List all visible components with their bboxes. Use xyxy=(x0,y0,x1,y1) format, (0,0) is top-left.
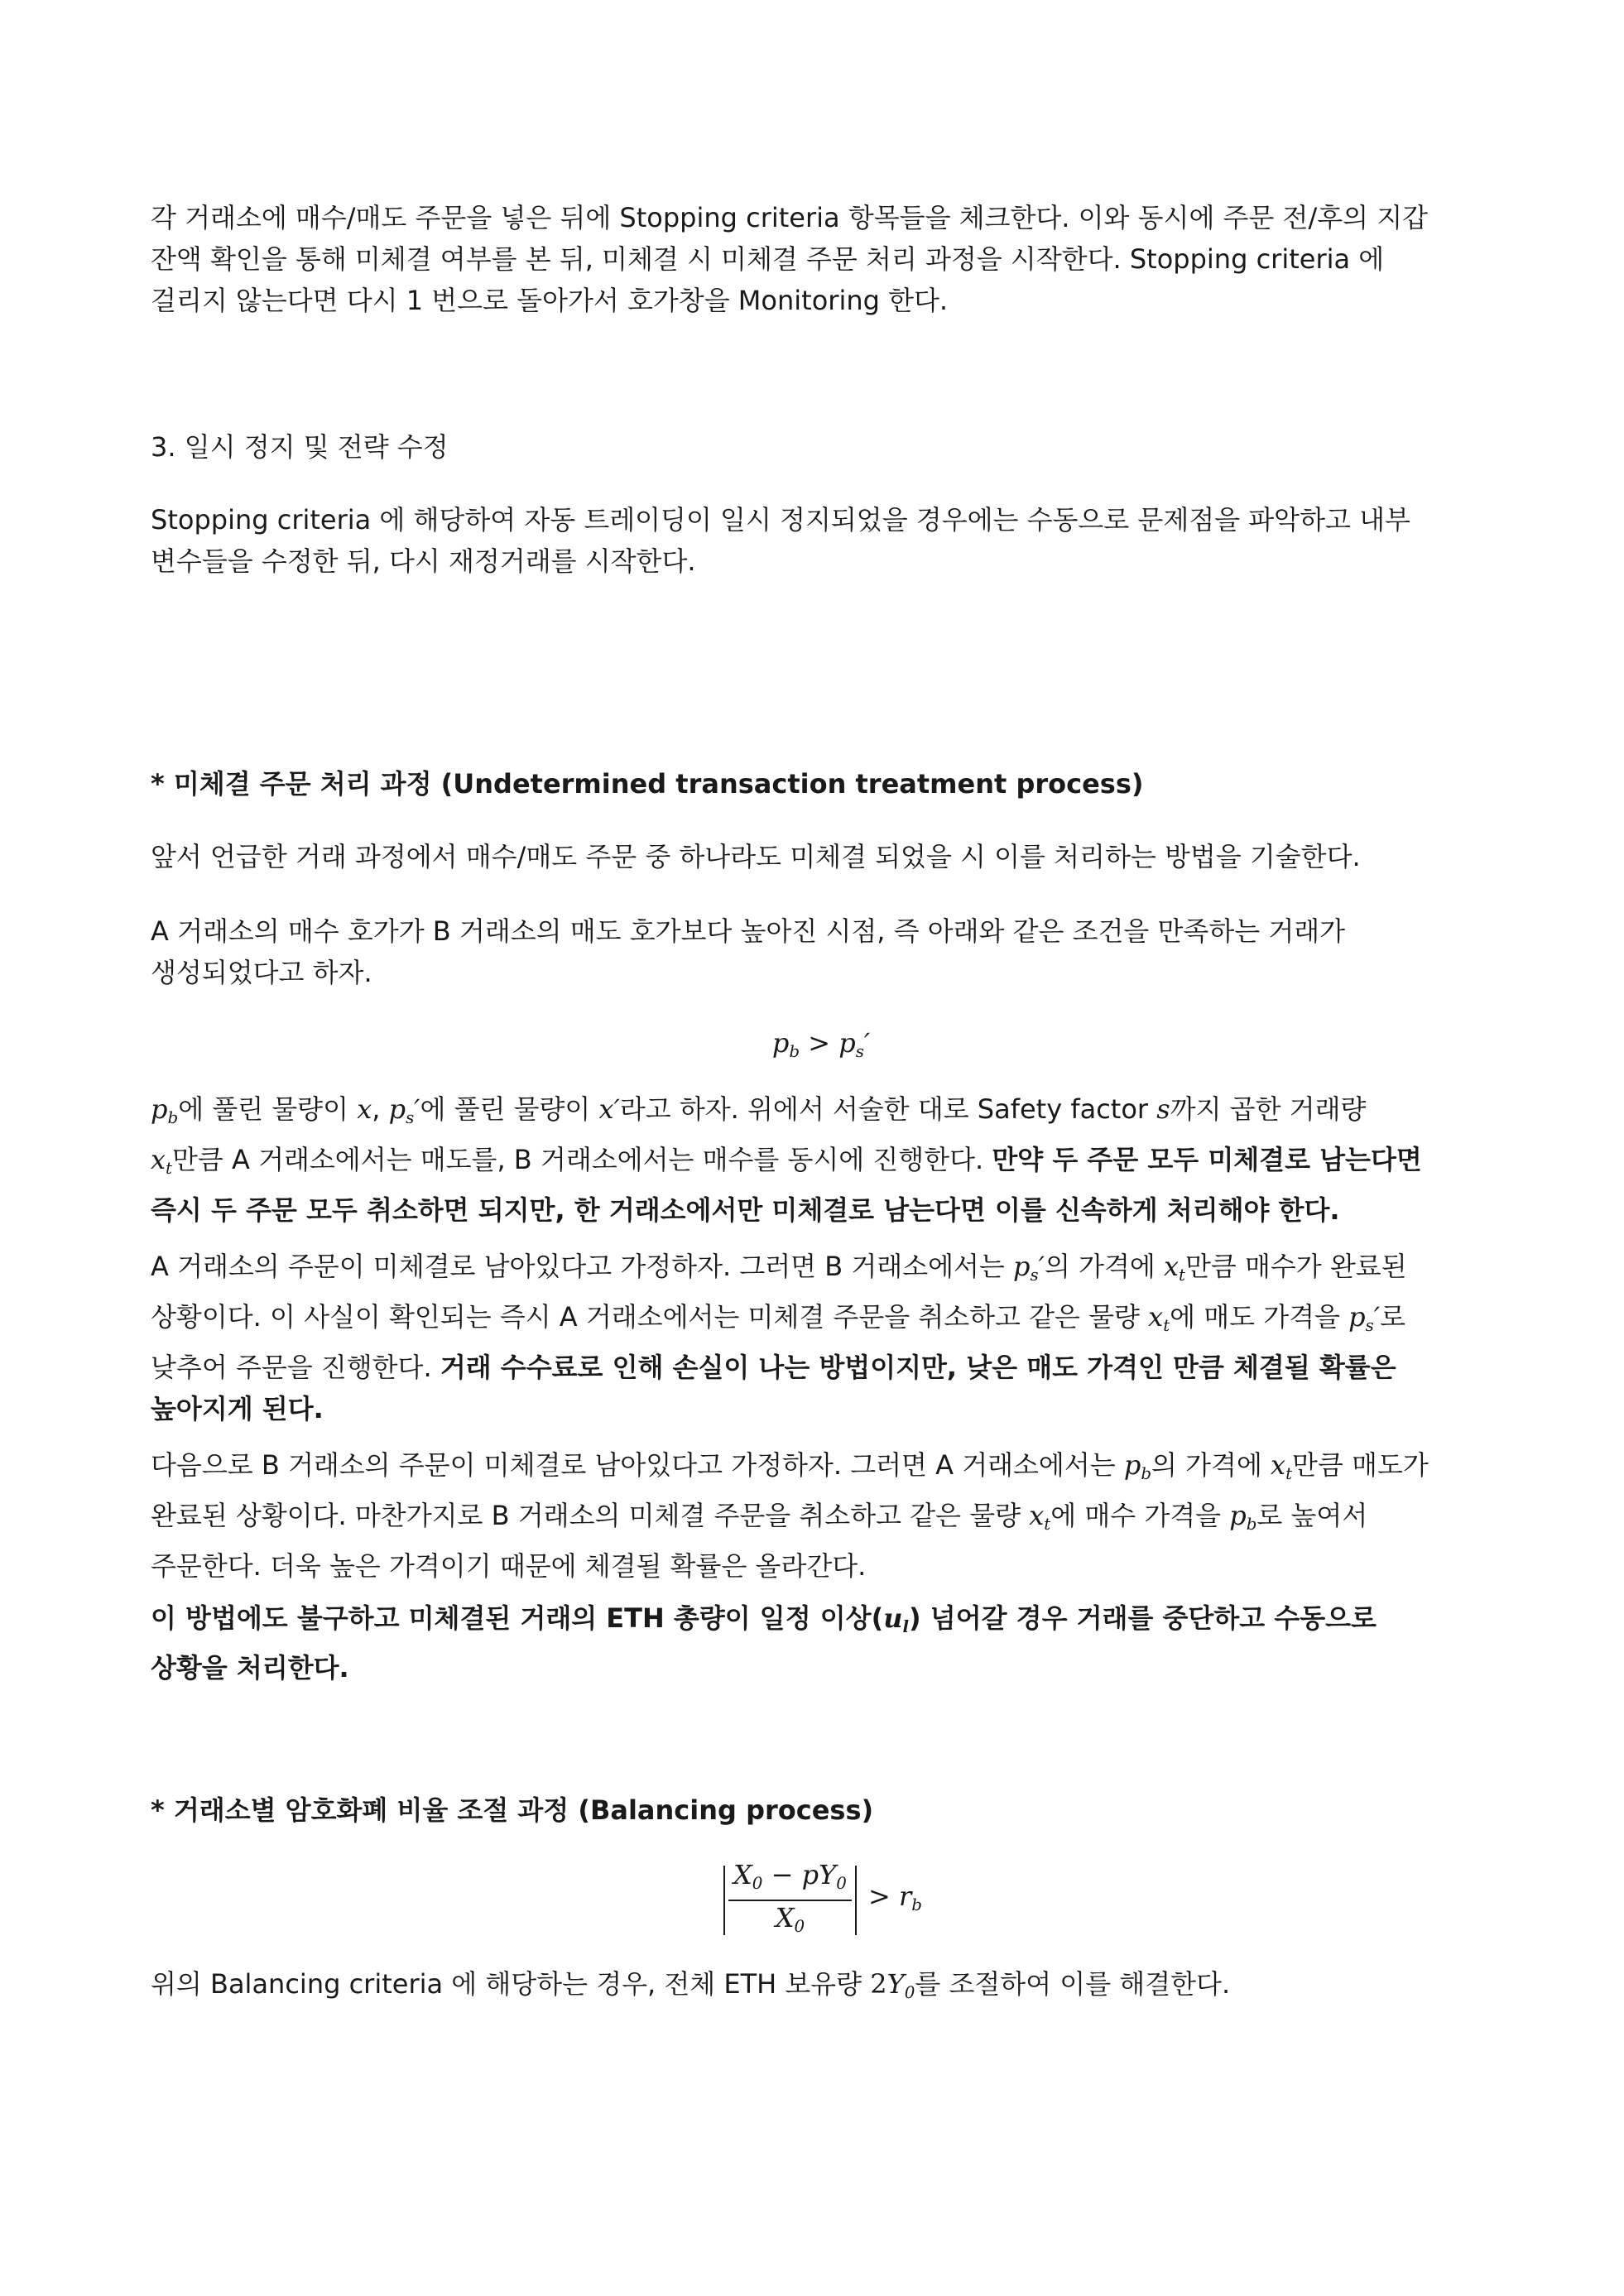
volume-paragraph xyxy=(151,1088,1492,1231)
condition-paragraph xyxy=(151,910,1492,993)
intro-paragraph xyxy=(151,197,1492,321)
text-line: 상황이다. 이 사실이 확인되는 즉시 A 거래소에서는 미체결 주문을 취소하고 같은 물량 $x_t$에 매도 가격을 $p_s'$로 xyxy=(151,1300,1406,1335)
limit-paragraph xyxy=(151,1597,1492,1688)
undetermined-heading xyxy=(151,763,1492,805)
text-line: 상황을 처리한다. xyxy=(151,1651,349,1684)
balancing-equation xyxy=(151,1851,1492,1942)
undetermined-intro xyxy=(151,836,1492,877)
fraction: $\frac{X_0 - pY_0}{X_0}$ xyxy=(728,1858,852,1944)
equation: $p_b > p_s'$ xyxy=(771,1027,871,1061)
text-line: 각 거래소에 매수/매도 주문을 넣은 뒤에 Stopping criteria 항목들을 체크한다. 이와 동시에 주문 전/후의 지갑 xyxy=(151,202,1429,233)
text-line: 즉시 두 주문 모두 취소하면 되지만, 한 거래소에서만 미체결로 남는다면 이를 신속하게 처리해야 한다. xyxy=(151,1194,1340,1226)
abs-bar-right xyxy=(855,1866,857,1935)
section-heading: * 거래소별 암호화폐 비율 조절 과정 (Balancing process) xyxy=(151,1794,874,1826)
text-line: 낮추어 주문을 진행한다. 거래 수수료로 인해 손실이 나는 방법이지만, 낮은 매도 가격인 만큼 체결될 확률은 xyxy=(151,1351,1396,1383)
text-line: 변수들을 수정한 뒤, 다시 재정거래를 시작한다. xyxy=(151,545,696,577)
equation: $\frac{X_0 - pY_0}{X_0}$ > $r_b$ xyxy=(151,1851,1492,1951)
balancing-paragraph xyxy=(151,1963,1492,2014)
text-line: 다음으로 B 거래소의 주문이 미체결로 남아있다고 가정하자. 그러면 A 거래소에서는 $p_b$의 가격에 $x_t$만큼 매도가 xyxy=(151,1449,1429,1483)
text-line: 주문한다. 더욱 높은 가격이기 때문에 체결될 확률은 올라간다. xyxy=(151,1549,867,1582)
section-3-paragraph xyxy=(151,499,1492,582)
case-b-paragraph xyxy=(151,1444,1492,1587)
balancing-heading xyxy=(151,1789,1492,1831)
text-line: 완료된 상황이다. 마찬가지로 B 거래소의 미체결 주문을 취소하고 같은 물량 $x_t$에 매수 가격을 $p_b$로 높여서 xyxy=(151,1499,1368,1534)
text-line: 생성되었다고 하자. xyxy=(151,957,372,988)
text-line: 높아지게 된다. xyxy=(151,1392,324,1424)
text-line: 걸리지 않는다면 다시 1 번으로 돌아가서 호가창을 Monitoring 한다. xyxy=(151,285,949,316)
section-3-title xyxy=(151,426,1492,468)
section-heading: 3. 일시 정지 및 전략 수정 xyxy=(151,431,449,463)
text-line: 앞서 언급한 거래 과정에서 매수/매도 주문 중 하나라도 미체결 되었을 시 이를 처리하는 방법을 기술한다. xyxy=(151,841,1361,872)
text-line: Stopping criteria 에 해당하여 자동 트레이딩이 일시 정지되었을 경우에는 수동으로 문제점을 파악하고 내부 xyxy=(151,504,1410,536)
text-line: 위의 Balancing criteria 에 해당하는 경우, 전체 ETH 보유량 $2Y_0$를 조절하여 이를 해결한다. xyxy=(151,1968,1231,2002)
text-line: 잔액 확인을 통해 미체결 여부를 본 뒤, 미체결 시 미체결 주문 처리 과정을 시작한다. Stopping criteria 에 xyxy=(151,243,1385,275)
case-a-paragraph xyxy=(151,1246,1492,1429)
text-line: A 거래소의 주문이 미체결로 남아있다고 가정하자. 그러면 B 거래소에서는 $p_s'$의 가격에 $x_t$만큼 매수가 완료된 xyxy=(151,1251,1407,1285)
text-line: $p_b$에 풀린 물량이 x, $p_s'$에 풀린 물량이 x′라고 하자. 위에서 서술한 대로 Safety factor s까지 곱한 거래량 xyxy=(151,1093,1367,1127)
text-line: A 거래소의 매수 호가가 B 거래소의 매도 호가보다 높아진 시점, 즉 아래와 같은 조건을 만족하는 거래가 xyxy=(151,915,1346,947)
text-line: $x_t$만큼 A 거래소에서는 매도를, B 거래소에서는 매수를 동시에 진행한다. 만약 두 주문 모두 미체결로 남는다면 xyxy=(151,1143,1422,1178)
text-line: 이 방법에도 불구하고 미체결된 거래의 ETH 총량이 일정 이상$(u_l)$ 넘어갈 경우 거래를 중단하고 수동으로 xyxy=(151,1602,1377,1636)
abs-bar-left xyxy=(723,1866,725,1935)
section-heading: * 미체결 주문 처리 과정 (Undetermined transaction treatment process) xyxy=(151,768,1144,800)
condition-equation xyxy=(151,1022,1492,1073)
